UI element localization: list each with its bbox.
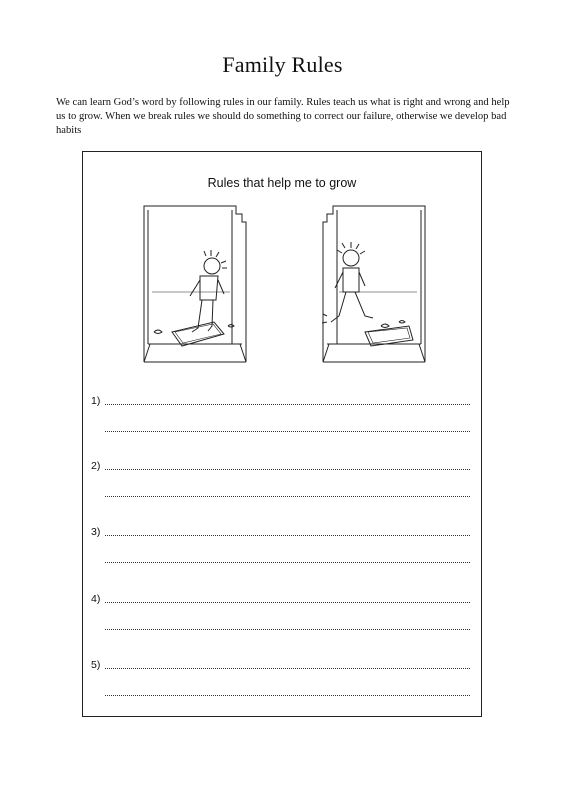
worksheet-box	[82, 151, 482, 717]
rule-entry-1	[91, 395, 476, 465]
intro-paragraph: We can learn God’s word by following rules in our family. Rules teach us what is right and wrong and help us to grow. When we break rules we should do something to correct our failure, otherwise we develop bad habits	[56, 97, 510, 136]
answer-line[interactable]	[105, 629, 470, 630]
answer-line[interactable]	[105, 496, 470, 497]
answer-line[interactable]	[105, 404, 470, 405]
rule-number: 1)	[91, 395, 101, 407]
rule-entry-3	[91, 526, 476, 596]
boy-walking-illustration	[321, 204, 429, 364]
rule-number: 2)	[91, 460, 101, 472]
rule-number: 3)	[91, 526, 101, 538]
answer-line[interactable]	[105, 431, 470, 432]
rule-entry-2	[91, 460, 476, 530]
worksheet-heading: Rules that help me to grow	[207, 176, 357, 190]
answer-line[interactable]	[105, 562, 470, 563]
answer-line[interactable]	[105, 535, 470, 536]
rule-entry-4	[91, 593, 476, 663]
answer-line[interactable]	[105, 668, 470, 669]
answer-line[interactable]	[105, 602, 470, 603]
rule-entry-5	[91, 659, 476, 729]
page-title: Family Rules	[222, 52, 343, 77]
rule-number: 4)	[91, 593, 101, 605]
answer-line[interactable]	[105, 695, 470, 696]
answer-line[interactable]	[105, 469, 470, 470]
boy-on-doormat-illustration	[142, 204, 250, 364]
rule-number: 5)	[91, 659, 101, 671]
